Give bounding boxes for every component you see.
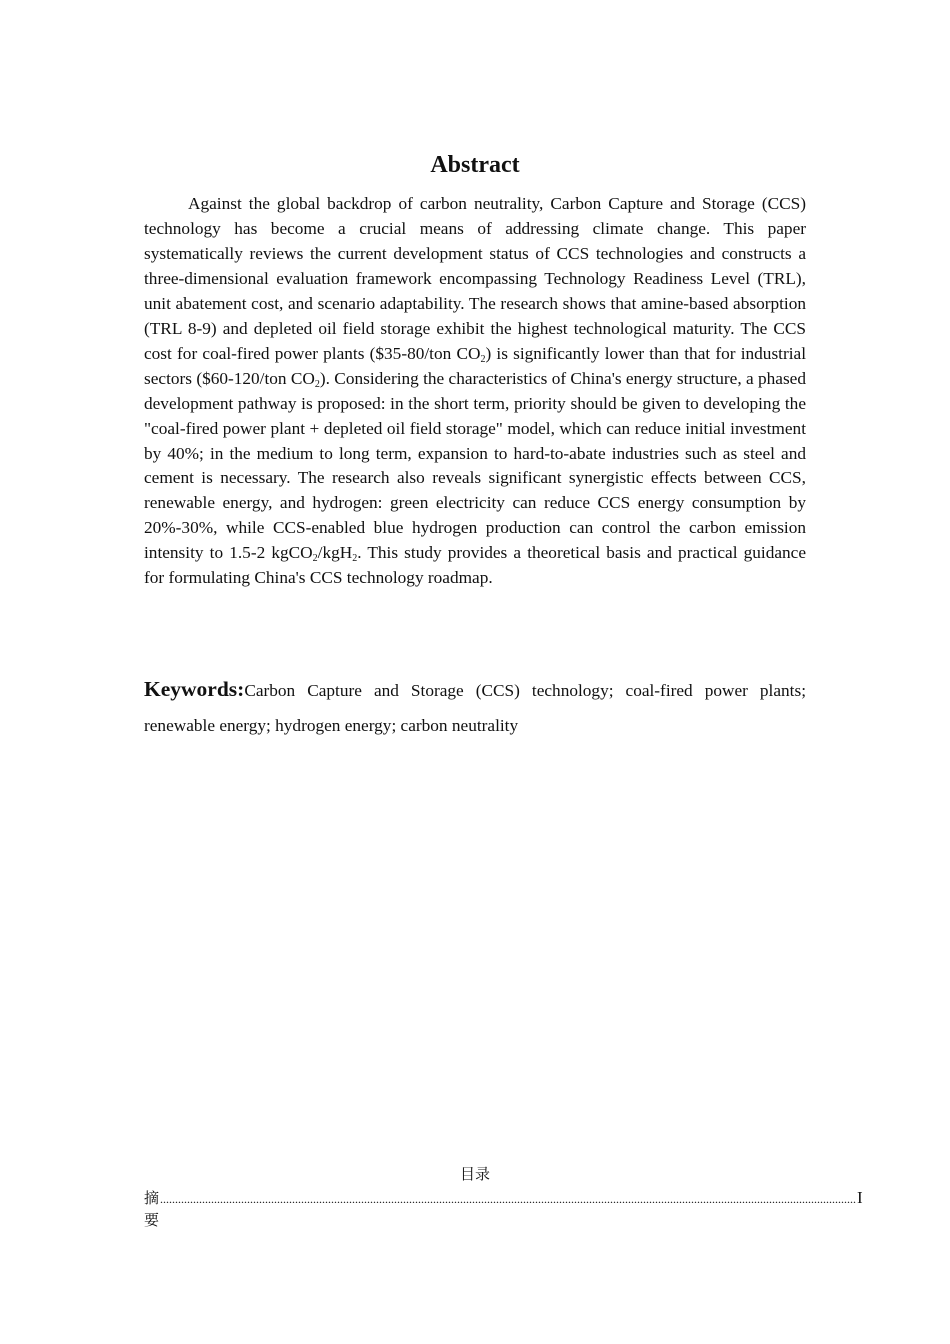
toc-title: 目录 [459, 1165, 490, 1183]
abstract-text-part-5: . This study provides a theoretical basis and practical guidance for formulating China's CCS technology roadmap. [144, 543, 806, 588]
toc-leader-dots: ........................................................................................................................................................................................................................................ [160, 1192, 857, 1206]
abstract-text-part-1: Against the global backdrop of carbon neutrality, Carbon Capture and Storage (CCS) technology has become a crucial means of addressing climate change. This paper systematically reviews the current development status of CCS technologies and constructs a three-dimensional evaluation framework encompassing Technology Readiness Level (TRL), unit abatement cost, and scenario adaptability. The research shows that amine-based absorption (TRL 8-9) and depleted oil field storage exhibit the highest technological maturity. The CCS cost for coal-fired power plants ($35-80/ton CO [144, 194, 806, 363]
keywords-label: Keywords: [144, 677, 245, 701]
abstract-title: Abstract [430, 152, 520, 178]
abstract-paragraph [144, 192, 806, 591]
subscript: 2 [312, 553, 318, 565]
abstract-text-part-3: ). Considering the characteristics of China's energy structure, a phased development pathway is proposed: in the short term, priority should be given to developing the "coal-fired power plant + depleted oil field storage" model, which can reduce initial investment by 40%; in the medium to long term, expansion to hard-to-abate industries such as steel and cement is necessary. The research also reveals significant synergistic effects between CCS, renewable energy, and hydrogen: green electricity can reduce CCS energy consumption by 20%-30%, while CCS-enabled blue hydrogen production can control the carbon emission intensity to 1.5-2 kgCO [144, 368, 806, 563]
toc-entry-label: 摘要 [144, 1189, 160, 1229]
abstract-text-part-4: /kgH [317, 543, 353, 563]
keywords-paragraph [144, 672, 806, 743]
subscript: 2 [480, 353, 486, 365]
toc-entry-page: I [857, 1188, 863, 1207]
toc-entry[interactable] [144, 1187, 863, 1229]
abstract-text-part-2: ) is significantly lower than that for industrial sectors ($60-120/ton CO [144, 343, 806, 388]
subscript: 2 [314, 378, 320, 390]
keywords-text: Carbon Capture and Storage (CCS) technology; coal-fired power plants; renewable energy; hydrogen energy; carbon neutrality [144, 681, 806, 735]
subscript: 2 [352, 553, 358, 565]
